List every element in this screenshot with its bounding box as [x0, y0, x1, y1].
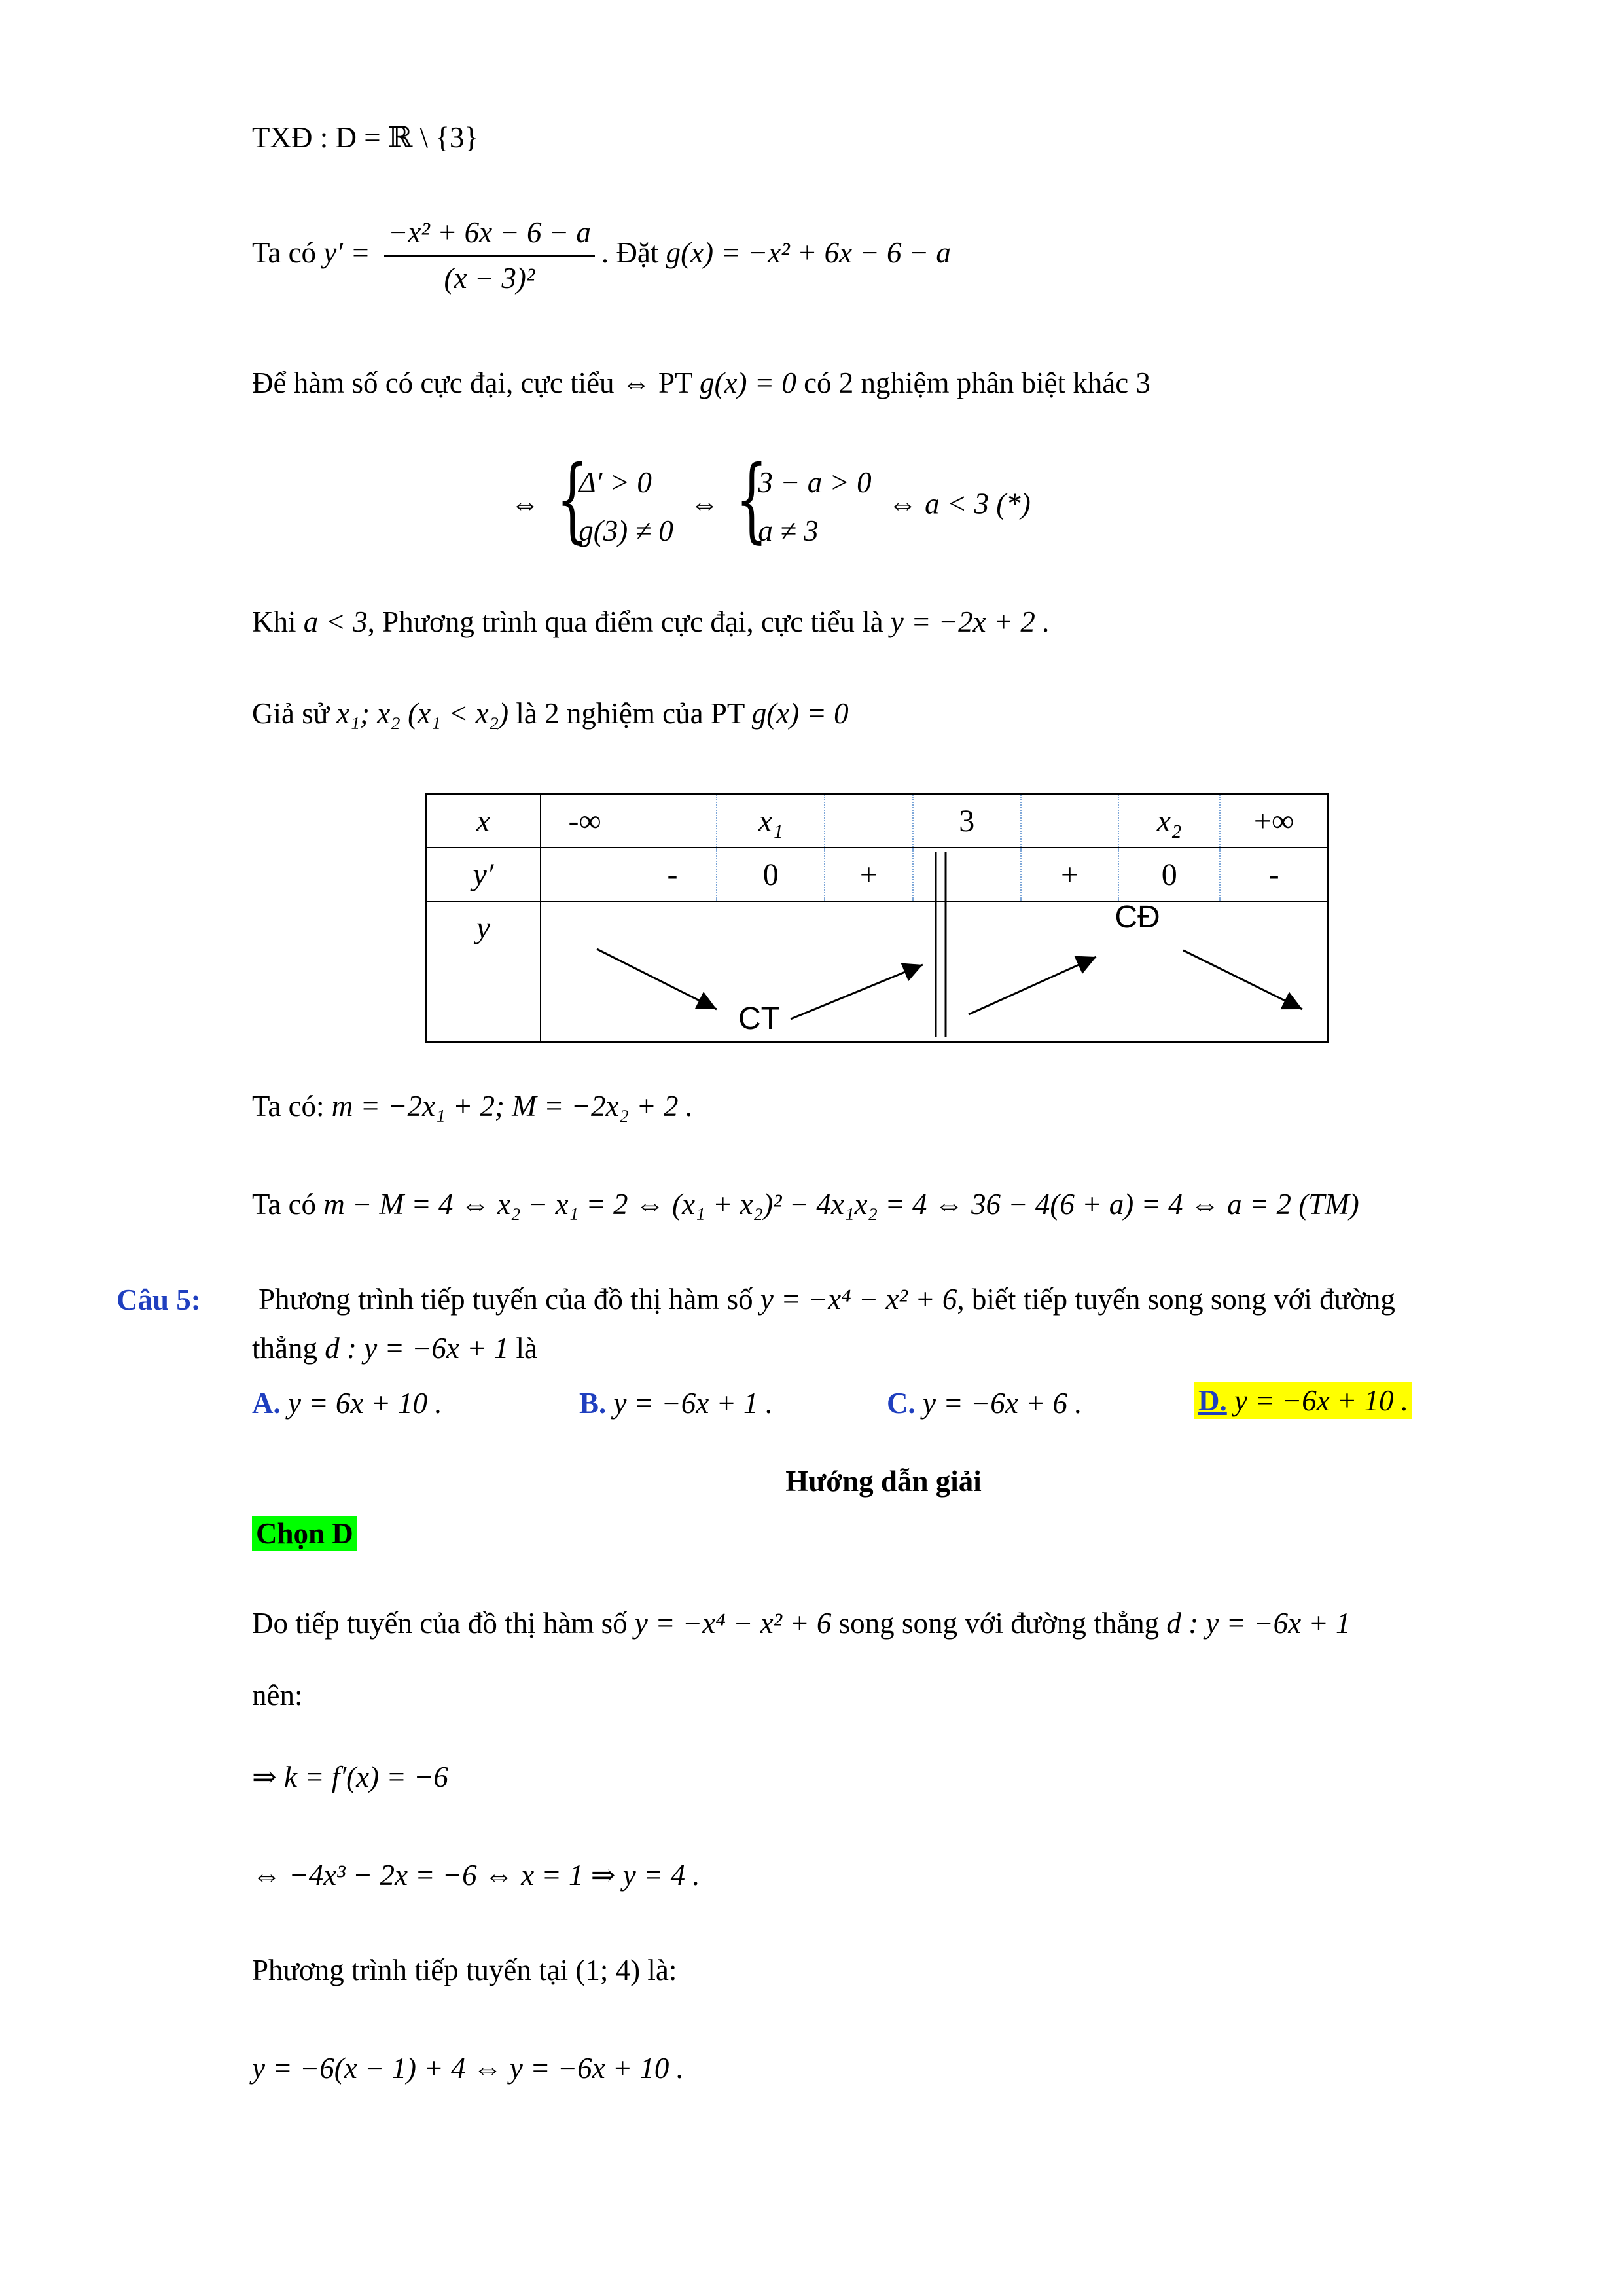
equiv-arrow-1: ⇔ — [510, 487, 540, 520]
system-line — [510, 446, 1031, 556]
m-line-text: Ta có: — [252, 1090, 325, 1122]
khi-text2: , Phương trình qua điểm cực đại, cực tiểu là — [367, 605, 883, 638]
option-a-letter: A. — [252, 1387, 281, 1420]
sys1-row2: g(3) ≠ 0 — [579, 514, 673, 548]
solution-line-6 — [252, 2052, 684, 2086]
cell-x2: x₂ — [1118, 794, 1220, 848]
cell-x1: x₁ — [717, 794, 825, 848]
cell-three: 3 — [913, 794, 1021, 848]
solution-heading: Hướng dẫn giải — [785, 1465, 982, 1498]
cell-pos-inf: +∞ — [1220, 794, 1328, 848]
option-a[interactable] — [252, 1386, 442, 1420]
sys1-row1: Δ′ > 0 — [579, 466, 652, 499]
cell-neg-inf: -∞ — [541, 794, 629, 848]
fraction-numerator: −x² + 6x − 6 − a — [384, 216, 595, 257]
gia-su-eq: g(x) = 0 — [751, 697, 849, 730]
arrow-decrease-2 — [1183, 950, 1302, 1009]
derivative-fraction — [384, 216, 595, 296]
m-line-eq: m = −2x₁ + 2; M = −2x₂ + 2 . — [331, 1090, 693, 1122]
solution-line-5 — [252, 1954, 677, 1988]
fraction-denominator: (x − 3)² — [444, 261, 535, 295]
derivative-line — [252, 216, 951, 296]
option-c[interactable] — [887, 1386, 1082, 1420]
question-text-1: Phương trình tiếp tuyến của đồ thị hàm số — [259, 1283, 753, 1316]
system-result: ⇔ a < 3 (*) — [887, 487, 1031, 520]
domain-text: TXĐ : D = ℝ \ {3} — [252, 121, 478, 154]
choice-line — [252, 1517, 357, 1551]
condition-text: Để hàm số có cực đại, cực tiểu ⇔ PT — [252, 367, 692, 399]
option-b-value: y = −6x + 1 . — [613, 1387, 774, 1420]
question-func: y = −x⁴ − x² + 6 — [760, 1283, 957, 1316]
choice-badge: Chọn D — [252, 1516, 357, 1551]
option-a-value: y = 6x + 10 . — [288, 1387, 442, 1420]
cell-sign-3: + — [1021, 848, 1119, 901]
cell-y-label: y — [426, 901, 541, 1042]
cell-yprime-label: y′ — [426, 848, 541, 901]
dat-label: . Đặt — [601, 236, 659, 270]
question-line-d: d : y = −6x + 1 — [325, 1332, 509, 1365]
cell-sign-1: - — [629, 848, 717, 901]
khi-eq: y = −2x + 2 . — [890, 605, 1050, 638]
s1-text1: Do tiếp tuyến của đồ thị hàm số — [252, 1607, 628, 1640]
sys2-row1: 3 − a > 0 — [758, 466, 872, 499]
difference-text: Ta có — [252, 1188, 317, 1221]
s2-eq: ⇒ k = f′(x) = −6 — [252, 1761, 448, 1793]
option-b-letter: B. — [579, 1387, 607, 1420]
solution-line-4 — [252, 1859, 700, 1893]
question-line-2 — [252, 1332, 537, 1366]
gia-su-text: Giả sử — [252, 697, 330, 730]
arrow-decrease-1 — [597, 949, 717, 1009]
khi-cond: a < 3 — [303, 605, 368, 638]
question-text-3: thẳng — [252, 1332, 317, 1365]
question-text-2: , biết tiếp tuyến song song với đường — [957, 1283, 1395, 1316]
s4-point: (1; 4) — [575, 1954, 641, 1986]
ta-co-label: Ta có — [252, 236, 317, 270]
question-line-1 — [259, 1283, 1395, 1317]
cell-zero-1: 0 — [717, 848, 825, 901]
s5-eq: y = −6(x − 1) + 4 ⇔ y = −6x + 10 . — [252, 2052, 684, 2085]
khi-line — [252, 605, 1050, 639]
label-ct: CT — [738, 1001, 780, 1036]
solution-line-3 — [252, 1761, 448, 1795]
equiv-arrow-2: ⇔ — [690, 487, 720, 520]
condition-line — [252, 367, 1150, 401]
condition-rest: có 2 nghiệm phân biệt khác 3 — [804, 367, 1150, 399]
gia-su-text2: là 2 nghiệm của PT — [516, 697, 745, 730]
cell-x-label: x — [426, 794, 541, 848]
s4-tail: là: — [647, 1954, 677, 1986]
option-b[interactable] — [579, 1386, 773, 1420]
option-d-value: y = −6x + 10 . — [1234, 1384, 1409, 1417]
gia-su-vars: x₁; x₂ (x₁ < x₂) — [336, 697, 509, 730]
option-d-letter: D. — [1198, 1384, 1227, 1417]
difference-line — [252, 1188, 1359, 1222]
variation-overlay — [425, 793, 1329, 1042]
brace-1: { — [556, 446, 589, 553]
sys2-row2: a ≠ 3 — [758, 514, 819, 548]
cell-sign-2: + — [825, 848, 913, 901]
s1-text3: nên: — [252, 1679, 303, 1712]
solution-line-2 — [252, 1679, 302, 1713]
m-line — [252, 1090, 693, 1124]
khi-text: Khi — [252, 605, 296, 638]
s1-func: y = −x⁴ − x² + 6 — [634, 1607, 832, 1640]
system-1 — [556, 446, 673, 556]
s1-text2: song song với đường thẳng — [838, 1607, 1160, 1640]
option-c-value: y = −6x + 6 . — [923, 1387, 1082, 1420]
gia-su-line — [252, 697, 849, 731]
yprime-label: y′ = — [323, 236, 370, 270]
s3-eq: ⇔ −4x³ − 2x = −6 ⇔ x = 1 ⇒ y = 4 . — [252, 1859, 700, 1892]
arrow-increase-1 — [791, 965, 923, 1019]
s4-text: Phương trình tiếp tuyến tại — [252, 1954, 569, 1986]
solution-line-1 — [252, 1607, 1350, 1641]
option-c-letter: C. — [887, 1387, 916, 1420]
brace-2: { — [736, 446, 768, 553]
question-text-4: là — [516, 1332, 537, 1365]
s1-line: d : y = −6x + 1 — [1166, 1607, 1351, 1640]
question-label: Câu 5: — [116, 1283, 201, 1316]
cell-sign-4: - — [1220, 848, 1328, 901]
difference-eq: m − M = 4 ⇔ x₂ − x₁ = 2 ⇔ (x₁ + x₂)² − 4x₁x₂ = 4 ⇔ 36 − 4(6 + a) = 4 ⇔ a = 2 (TM) — [323, 1188, 1359, 1221]
label-cd: CĐ — [1115, 900, 1160, 935]
system-2 — [736, 446, 872, 556]
option-d[interactable] — [1194, 1382, 1412, 1419]
arrow-increase-2 — [969, 957, 1096, 1014]
cell-zero-2: 0 — [1118, 848, 1220, 901]
domain-line — [252, 121, 478, 155]
g-definition: g(x) = −x² + 6x − 6 − a — [666, 236, 951, 270]
condition-eq: g(x) = 0 — [700, 367, 796, 399]
